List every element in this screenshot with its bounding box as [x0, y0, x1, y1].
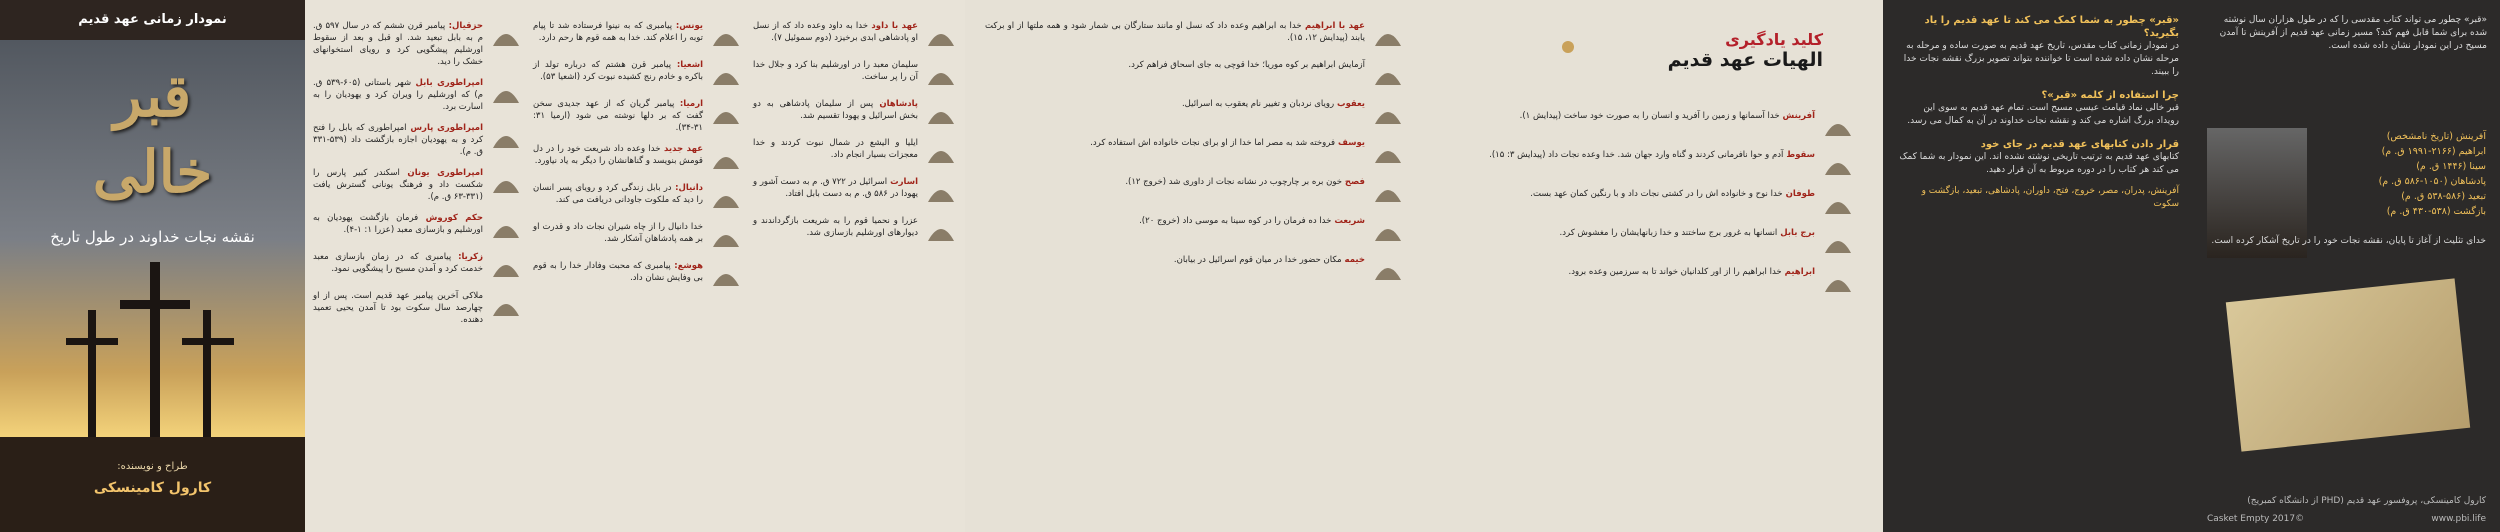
dome-icon — [1821, 110, 1855, 140]
entry-lead: عهد با داود — [867, 21, 918, 31]
entry-text — [533, 221, 703, 245]
timeline-entry — [985, 59, 1405, 89]
right-cross-icon — [203, 310, 211, 440]
entry-lead: یوسف — [1335, 138, 1365, 148]
timeline-entry — [313, 122, 523, 158]
entry-text — [985, 98, 1365, 110]
cover-top-title: نمودار زمانی عهد قدیم — [78, 12, 227, 27]
cover-panel — [0, 0, 305, 532]
entry-text — [533, 20, 703, 44]
entry-body: خون بره بر چارچوب در نشانه نجات از داوری شد (خروج ۱۲). — [1125, 177, 1342, 187]
entry-lead: سقوط — [1783, 150, 1815, 160]
timeline-entry — [1435, 110, 1855, 140]
timeline-entry — [313, 290, 523, 326]
ark2-icon — [1821, 188, 1855, 218]
section-2-heading: قرار دادن کتابهای عهد قدیم در جای خود — [1980, 139, 2179, 150]
chain-icon — [924, 176, 958, 206]
entry-body: خدا به ابراهیم وعده داد که نسل او مانند ستارگان بی شمار شود و همه ملتها از او برکت یابند (پیدایش ۱۲، ۱۵). — [985, 21, 1365, 43]
entry-body: مکان حضور خدا در میان قوم اسرائیل در بیابان. — [1173, 255, 1342, 265]
entry-body: خدا دانیال را از چاه شیران نجات داد و قدرت او بر همه پادشاهان آشکار شد. — [533, 222, 703, 244]
timeline-entry — [985, 98, 1405, 128]
entry-body: آدم و حوا نافرمانی کردند و گناه وارد جهان شد. خدا وعده نجات داد (پیدایش ۳: ۱۵). — [1489, 150, 1784, 160]
stone-icon — [709, 143, 743, 173]
temple-icon — [489, 251, 523, 281]
entry-text — [985, 137, 1365, 149]
prophets-column-1 — [313, 20, 523, 512]
timeline-entry — [1435, 188, 1855, 218]
entry-body: در بابل زندگی کرد و رویای پسر انسان را دید که ملکوت جاودانی دریافت می کند. — [533, 183, 703, 205]
cover-credit-label: طراح و نویسنده: — [117, 461, 188, 472]
entry-text — [753, 59, 918, 83]
period-list-item: سینا (۱۴۴۶ ق. م) — [2416, 161, 2486, 172]
lamb-icon — [1371, 176, 1405, 206]
entry-body: انسانها به غرور برج ساختند و خدا زبانهایشان را مغشوش کرد. — [1559, 228, 1778, 238]
entry-text — [753, 137, 918, 161]
timeline-entry — [985, 20, 1405, 50]
timeline-entry — [313, 212, 523, 242]
entry-body: اسرائیل در ۷۲۲ ق. م به دست آشور و یهودا در ۵۸۶ ق. م به دست بابل افتاد. — [753, 177, 918, 199]
timeline-entry — [1435, 227, 1855, 257]
entry-lead: اشعیا: — [671, 60, 703, 70]
soldier-icon — [489, 122, 523, 152]
tent-icon — [1371, 254, 1405, 284]
stars-icon — [1371, 20, 1405, 50]
ark-icon — [924, 20, 958, 50]
entry-body: فرمان بازگشت یهودیان به اورشلیم و بازسازی معبد (عزرا ۱: ۱-۴). — [313, 213, 483, 235]
entry-lead: شریعت — [1331, 216, 1365, 226]
heading-ot-theology: الهیات عهد قدیم — [1667, 49, 1823, 71]
timeline-entry — [753, 20, 958, 50]
timeline-entry — [533, 143, 743, 173]
period-list-item: بازگشت (۵۳۸-۴۳۰ ق. م) — [2386, 206, 2486, 217]
entry-text — [753, 176, 918, 200]
entry-body: خدا ابراهیم را از اور کلدانیان خواند تا به سرزمین وعده برود. — [1568, 267, 1782, 277]
timeline-entry — [753, 176, 958, 206]
timeline-entry — [753, 59, 958, 89]
entry-text — [1435, 110, 1815, 122]
footer-credit: کارول کامینسکی، پروفسور عهد قدیم (PHD از دانشگاه کمبریج) — [2247, 496, 2486, 506]
camel-icon — [1821, 266, 1855, 296]
entry-text — [753, 215, 918, 239]
entry-body: عزرا و نحمیا قوم را به شریعت بازگرداندند و دیوارهای اورشلیم بازسازی شد. — [753, 216, 918, 238]
fish-icon — [709, 20, 743, 50]
gate-icon — [489, 77, 523, 107]
period-list-item: تبعید (۵۸۶-۵۳۸ ق. م) — [2401, 191, 2486, 202]
entry-body: خدا ده فرمان را در کوه سینا به موسی داد (خروج ۲۰). — [1139, 216, 1332, 226]
timeline-entry — [533, 20, 743, 50]
timeline-entry — [533, 59, 743, 89]
entry-body: خدا نوح و خانواده اش را در کشتی نجات داد و با رنگین کمان عهد بست. — [1530, 189, 1783, 199]
timeline-entry — [985, 254, 1405, 284]
entry-text — [533, 182, 703, 206]
entry-lead: یعقوب — [1334, 99, 1365, 109]
entry-body: ملاکی آخرین پیامبر عهد قدیم است. پس از او چهارصد سال سکوت بود تا آمدن یحیی تعمید دهنده. — [313, 291, 483, 325]
entry-body: پیامبری که به نینوا فرستاده شد تا پیام توبه را اعلام کند. خدا به همه قوم ها رحم دارد. — [533, 21, 703, 43]
entry-text — [985, 20, 1365, 44]
left-cross-beam — [66, 338, 118, 345]
entry-lead: فصح — [1341, 177, 1365, 187]
section-1-heading: چرا استفاده از کلمه «قبر»؟ — [2041, 90, 2179, 101]
prophets-column-2 — [533, 20, 743, 512]
entry-body: سلیمان معبد را در اورشلیم بنا کرد و جلال خدا آن را پر ساخت. — [753, 60, 918, 82]
crown-icon — [924, 98, 958, 128]
entry-text — [1435, 188, 1815, 200]
entry-body: امپراطوری که بابل را فتح کرد و به یهودیان اجازه بازگشت داد (۵۳۹-۳۳۱ ق. م). — [313, 123, 483, 157]
timeline-entry — [313, 167, 523, 203]
overview-intro: «قبر» چطور می تواند کتاب مقدسی را که در طول هزاران سال نوشته شده برای شما قابل فهم کند؟ مسیر زمانی عهد قدیم از آفرینش تا آمدن مسیح در این نمودار نشان داده شده است. — [2219, 15, 2487, 51]
entry-body: شهر باستانی (۶۰۵-۵۳۹ ق. م) که اورشلیم را ویران کرد و یهودیان را به اسارت برد. — [313, 78, 483, 112]
sparkle-icon — [1553, 32, 1583, 62]
scroll-icon — [489, 212, 523, 242]
website-link[interactable]: www.pbi.life — [2431, 514, 2486, 524]
altar-icon — [924, 137, 958, 167]
prophets-panel — [305, 0, 965, 532]
jar-icon — [709, 182, 743, 212]
tower-icon — [1821, 227, 1855, 257]
entry-text — [533, 98, 703, 134]
entry-text — [313, 77, 483, 113]
entry-lead: زکریا: — [451, 252, 483, 262]
book-icon — [924, 215, 958, 245]
entry-text — [753, 98, 918, 122]
entry-body: پیامبر قرن هشتم که درباره تولد از باکره و خادم رنج کشیده نبوت کرد (اشعیا ۵۳). — [533, 60, 703, 82]
horse-icon — [489, 167, 523, 197]
entry-body: خدا به داود وعده داد که از نسل او پادشاهی ابدی برخیزد (دوم سموئیل ۷). — [753, 21, 918, 43]
entry-lead: پادشاهان — [873, 99, 918, 109]
timeline-map-image — [2226, 278, 2470, 451]
cover-title-word-2: خالی — [92, 138, 213, 206]
entry-lead: خیمه — [1341, 255, 1365, 265]
entry-text — [985, 215, 1365, 227]
entry-lead: ابراهیم — [1781, 267, 1815, 277]
entry-text — [985, 176, 1365, 188]
timeline-entry — [533, 182, 743, 212]
theology-column-1 — [985, 20, 1405, 512]
menorah-icon — [489, 290, 523, 320]
timeline-entry — [985, 215, 1405, 245]
entry-text — [753, 20, 918, 44]
theology-heading — [1603, 30, 1823, 71]
center-cross-beam — [120, 300, 190, 309]
lion-icon — [709, 221, 743, 251]
entry-text — [313, 251, 483, 275]
entry-lead: طوفان — [1782, 189, 1815, 199]
entry-lead: آفرینش — [1779, 111, 1815, 121]
entry-body: پیامبری که محبت وفادار خدا را به قوم بی وفایش نشان داد. — [533, 261, 703, 283]
timeline-entry — [313, 20, 523, 68]
entry-lead: اسارت — [887, 177, 919, 187]
copyright: ©2017 Casket Empty — [2207, 514, 2305, 524]
timeline-entry — [1435, 149, 1855, 179]
dove-icon — [709, 260, 743, 290]
tablet-icon — [709, 59, 743, 89]
right-cross-beam — [182, 338, 234, 345]
intro-column — [1899, 14, 2179, 512]
timeline-entry — [533, 221, 743, 251]
entry-body: پس از سلیمان پادشاهی به دو بخش اسرائیل و یهودا تقسیم شد. — [753, 99, 918, 121]
section-2-text: کتابهای عهد قدیم به ترتیب تاریخی نوشته نشده اند. این نمودار به شما کمک می کند هر کتاب را در دوره مربوط به آن قرار دهید. — [1899, 152, 2179, 175]
entry-body: پیامبری که در زمان بازسازی معبد خدمت کرد و آمدن مسیح را پیشگویی نمود. — [313, 252, 483, 274]
entry-lead: برج بابل — [1777, 228, 1815, 238]
timeline-entry — [313, 251, 523, 281]
timeline-entry — [1435, 266, 1855, 296]
timeline-entry — [985, 137, 1405, 167]
entry-body: فروخته شد به مصر اما خدا از او برای نجات خانواده اش استفاده کرد. — [1090, 138, 1336, 148]
entry-text — [313, 290, 483, 326]
entry-body: خدا وعده داد شریعت خود را در دل قومش بنویسد و گناهانشان را دیگر به یاد نیاورد. — [533, 144, 703, 166]
cover-author: کارول کامینسکی — [93, 480, 212, 496]
periods-text: آفرینش، پدران، مصر، خروج، فتح، داوران، پادشاهی، تبعید، بازگشت و سکوت — [1921, 186, 2179, 209]
entry-body: پیامبر گریان که از عهد جدیدی سخن گفت که بر دلها نوشته می شود (ارمیا ۳۱: ۳۱-۳۴). — [533, 99, 703, 133]
timeline-entry — [753, 98, 958, 128]
entry-body: خدا آسمانها و زمین را آفرید و انسان را به صورت خود ساخت (پیدایش ۱). — [1519, 111, 1780, 121]
section-1-text: قبر خالی نماد قیامت عیسی مسیح است. تمام عهد قدیم به سوی این رویداد بزرگ اشاره می کند و نقشه نجات خداوند در آن به کمال می رسد. — [1907, 103, 2179, 126]
tablets-icon — [1371, 215, 1405, 245]
entry-text — [533, 143, 703, 167]
left-cross-icon — [88, 310, 96, 440]
entry-lead: حکم کوروش — [418, 213, 483, 223]
entry-text — [1435, 149, 1815, 161]
coat-icon — [1371, 137, 1405, 167]
center-cross-icon — [150, 262, 160, 442]
entry-text — [985, 59, 1365, 71]
entry-body: آزمایش ابراهیم بر کوه موریا؛ خدا قوچی به جای اسحاق فراهم کرد. — [1128, 60, 1365, 70]
ladder-icon — [1371, 98, 1405, 128]
period-list-item: آفرینش (تاریخ نامشخص) — [2386, 131, 2486, 142]
cover-title-word-1: قبر — [113, 62, 192, 130]
entry-lead: حزقیال: — [445, 21, 484, 31]
timeline-entry — [533, 260, 743, 290]
king-icon — [489, 20, 523, 50]
entry-text — [313, 122, 483, 158]
entry-text — [533, 59, 703, 83]
entry-lead: ارمیا: — [674, 99, 703, 109]
period-list-item: ابراهیم (۲۱۶۶-۱۹۹۱ ق. م) — [2381, 146, 2486, 157]
entry-text — [313, 167, 483, 203]
entry-text — [1435, 227, 1815, 239]
theology-column-2 — [1435, 110, 1855, 512]
entry-text — [985, 254, 1365, 266]
intro-panel — [1883, 0, 2193, 532]
entry-text — [1435, 266, 1815, 278]
entry-lead: امپراطوری یونان — [399, 168, 483, 178]
entry-body: پیامبر قرن ششم که در سال ۵۹۷ ق. م به بابل تبعید شد. او قبل و بعد از سقوط اورشلیم پیشگویی کرد و رویای استخوانهای خشک را دید. — [313, 21, 483, 67]
intro-text: در نمودار زمانی کتاب مقدس، تاریخ عهد قدیم به صورت ساده و مرحله به مرحله نشان داده شده است تا خواننده بتواند تصویر بزرگ نقشه نجات خدا را ببیند. — [1903, 41, 2179, 77]
entry-lead: هوشع: — [670, 261, 703, 271]
knife-icon — [1371, 59, 1405, 89]
entry-lead: عهد جدید — [660, 144, 703, 154]
timeline-entry — [753, 215, 958, 245]
intro-heading: «قبر» چطور به شما کمک می کند تا عهد قدیم را یاد بگیرید؟ — [1924, 15, 2179, 39]
prophets-column-3 — [753, 20, 958, 512]
tree-icon — [924, 59, 958, 89]
entry-lead: یونس: — [672, 21, 703, 31]
timeline-entry — [533, 98, 743, 134]
timeline-entry — [313, 77, 523, 113]
entry-lead: امپراطوری بابل — [411, 78, 483, 88]
entry-body: رویای نردبان و تغییر نام یعقوب به اسرائیل. — [1181, 99, 1335, 109]
entry-body: ایلیا و الیشع در شمال نبوت کردند و خدا معجزات بسیار انجام داد. — [753, 138, 918, 160]
entry-text — [533, 260, 703, 284]
closing-text: خدای تثلیث از آغاز تا پایان، نقشه نجات خود را در تاریخ آشکار کرده است. — [2211, 236, 2486, 246]
entry-lead: امپراطوری پارس — [406, 123, 483, 133]
heading-key-learning: کلید یادگیری — [1725, 30, 1823, 49]
timeline-entry — [985, 176, 1405, 206]
timeline-entry — [753, 137, 958, 167]
cover-top-bar — [0, 0, 305, 40]
heart-icon — [709, 98, 743, 128]
period-list — [2316, 129, 2486, 219]
theology-panel — [965, 0, 1883, 532]
entry-text — [313, 20, 483, 68]
entry-text — [313, 212, 483, 236]
entry-lead: دانیال: — [671, 183, 703, 193]
cover-subtitle: نقشه نجات خداوند در طول تاریخ — [50, 228, 255, 246]
serpent-icon — [1821, 149, 1855, 179]
entry-lead: عهد با ابراهیم — [1301, 21, 1365, 31]
entry-body: اسکندر کبیر پارس را شکست داد و فرهنگ یونانی گسترش یافت (۳۳۱-۶۳ ق. م). — [313, 168, 483, 202]
period-list-item: پادشاهان (۱۰۵۰-۵۸۶ ق. م) — [2378, 176, 2486, 187]
overview-panel — [2193, 0, 2500, 532]
